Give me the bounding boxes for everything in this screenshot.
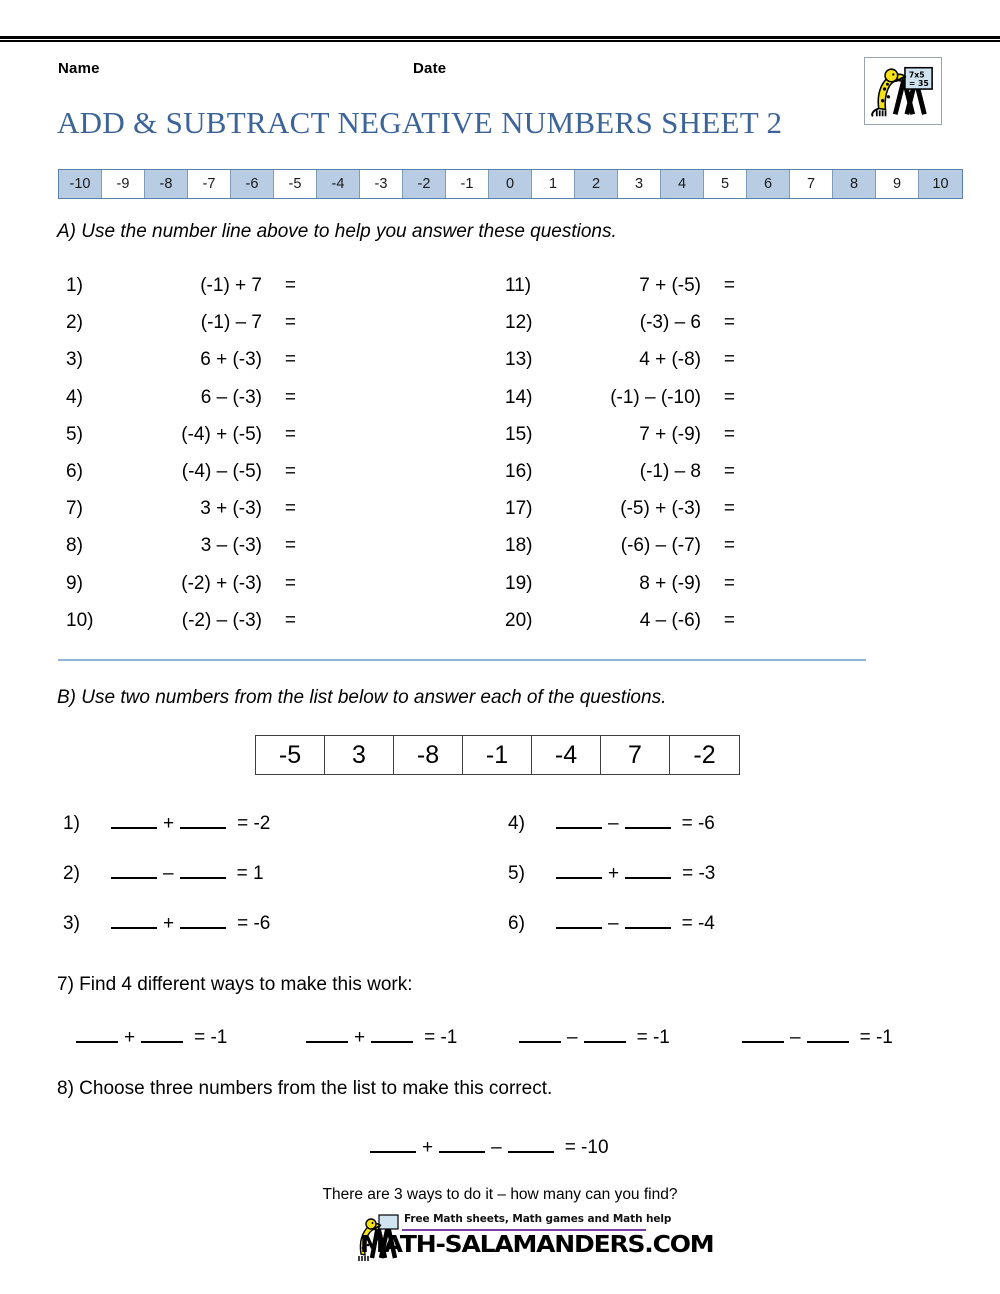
answer-blank[interactable] xyxy=(306,1024,348,1043)
blank-equation-row xyxy=(508,910,715,935)
question-number: 14) xyxy=(505,386,533,408)
question-row xyxy=(66,497,296,521)
question-expression: 4 – (-6) xyxy=(639,609,701,631)
question-number: 4) xyxy=(508,813,525,834)
footer-domain: MATH-SALAMANDERS.COM xyxy=(360,1231,714,1258)
blank-equation-row xyxy=(508,810,715,835)
answer-blank[interactable] xyxy=(111,860,157,879)
question-row xyxy=(66,460,296,484)
number-choice--5: -5 xyxy=(256,736,325,774)
question-expression: (-2) – (-3) xyxy=(181,609,262,631)
question-expression: 8 + (-9) xyxy=(639,572,701,594)
blank-equation-row xyxy=(63,910,270,935)
question-number: 8) xyxy=(66,535,83,557)
question-number: 3) xyxy=(66,349,83,371)
answer-blank[interactable] xyxy=(519,1024,561,1043)
equals-sign: = xyxy=(284,275,296,296)
number-line-cell--6: -6 xyxy=(231,170,274,198)
question-number: 6) xyxy=(66,461,83,482)
equals-sign: = xyxy=(284,572,296,594)
question-expression: 7 + (-5) xyxy=(639,275,701,296)
question-8-result: = -10 xyxy=(564,1137,609,1158)
answer-blank[interactable] xyxy=(625,910,671,929)
number-line-cell-4: 4 xyxy=(661,170,704,198)
question-7-blank-equation xyxy=(72,1024,227,1049)
equals-sign: = xyxy=(723,386,735,408)
equals-sign: = xyxy=(284,535,296,557)
equals-sign: = xyxy=(723,349,735,371)
answer-blank[interactable] xyxy=(141,1024,183,1043)
question-7-blank-equation xyxy=(515,1024,670,1049)
number-line-cell-1: 1 xyxy=(532,170,575,198)
equals-sign: = xyxy=(723,498,735,520)
number-choice--1: -1 xyxy=(463,736,532,774)
answer-blank[interactable] xyxy=(180,860,226,879)
question-row xyxy=(66,423,296,447)
question-number: 2) xyxy=(66,312,83,334)
question-number: 18) xyxy=(505,535,533,557)
answer-blank[interactable] xyxy=(371,1024,413,1043)
question-number: 13) xyxy=(505,349,533,371)
question-row xyxy=(505,609,735,633)
equals-sign: = xyxy=(723,423,735,445)
question-row xyxy=(505,311,735,335)
number-line-cell--2: -2 xyxy=(403,170,446,198)
question-number: 7) xyxy=(66,498,83,520)
operator: + xyxy=(354,1027,366,1048)
number-line-cell--5: -5 xyxy=(274,170,317,198)
question-row xyxy=(505,348,735,372)
question-row xyxy=(66,386,296,410)
equation-result: = -6 xyxy=(681,813,715,834)
answer-blank[interactable] xyxy=(76,1024,118,1043)
question-row xyxy=(66,274,296,298)
equals-sign: = xyxy=(284,312,296,334)
question-expression: 3 – (-3) xyxy=(200,535,262,557)
question-row xyxy=(505,497,735,521)
question-expression: (-6) – (-7) xyxy=(620,535,701,557)
question-row xyxy=(66,609,296,633)
equals-sign: = xyxy=(284,609,296,631)
number-line xyxy=(58,169,963,199)
answer-blank[interactable] xyxy=(807,1024,849,1043)
answer-blank[interactable] xyxy=(508,1134,554,1153)
question-number: 16) xyxy=(505,461,533,482)
equation-result: = -6 xyxy=(237,913,271,934)
equation-result: = -1 xyxy=(636,1027,670,1048)
question-number: 5) xyxy=(66,423,83,445)
number-choice-3: 3 xyxy=(325,736,394,774)
question-expression: 7 + (-9) xyxy=(639,423,701,445)
question-row xyxy=(66,534,296,558)
question-expression: 6 + (-3) xyxy=(200,349,262,371)
question-number: 15) xyxy=(505,423,533,445)
question-number: 9) xyxy=(66,572,83,594)
answer-blank[interactable] xyxy=(180,810,226,829)
equals-sign: = xyxy=(723,312,735,334)
name-label: Name xyxy=(58,60,100,77)
question-number: 4) xyxy=(66,386,83,408)
number-line-cell--7: -7 xyxy=(188,170,231,198)
date-label: Date xyxy=(413,60,447,77)
operator: + xyxy=(608,863,620,884)
question-number: 20) xyxy=(505,609,533,631)
question-row xyxy=(66,572,296,596)
number-choice-list xyxy=(255,735,740,775)
question-row xyxy=(66,348,296,372)
answer-blank[interactable] xyxy=(625,810,671,829)
answer-blank[interactable] xyxy=(370,1134,416,1153)
equation-result: = -3 xyxy=(682,863,716,884)
question-number: 19) xyxy=(505,572,533,594)
question-row xyxy=(505,572,735,596)
question-row xyxy=(505,534,735,558)
question-expression: (-1) – (-10) xyxy=(610,386,701,408)
answer-blank[interactable] xyxy=(111,910,157,929)
operator: – xyxy=(608,813,619,834)
answer-blank[interactable] xyxy=(439,1134,485,1153)
answer-blank[interactable] xyxy=(625,860,671,879)
question-number: 11) xyxy=(505,275,532,296)
equals-sign: = xyxy=(723,609,735,631)
question-number: 5) xyxy=(508,863,525,884)
question-number: 12) xyxy=(505,312,533,334)
salamander-logo-svg xyxy=(865,58,941,124)
number-choice-7: 7 xyxy=(601,736,670,774)
number-choice--2: -2 xyxy=(693,741,716,769)
question-expression: 4 + (-8) xyxy=(639,349,701,371)
equation-result: = -2 xyxy=(237,813,271,834)
number-choice--4: -4 xyxy=(532,736,601,774)
question-8-operator-1: + xyxy=(422,1137,434,1158)
question-8-operator-2: – xyxy=(491,1137,502,1158)
salamander-whiteboard-logo-icon xyxy=(864,57,942,125)
equals-sign: = xyxy=(284,498,296,520)
page-top-rule xyxy=(0,36,1000,42)
equals-sign: = xyxy=(284,461,296,482)
number-line-cell-3: 3 xyxy=(618,170,661,198)
number-line-cell-8: 8 xyxy=(833,170,876,198)
equals-sign: = xyxy=(723,461,735,482)
question-8-equation xyxy=(366,1134,609,1159)
question-number: 17) xyxy=(505,498,533,520)
question-expression: (-4) – (-5) xyxy=(181,461,262,482)
equation-result: = 1 xyxy=(236,863,264,884)
answer-blank[interactable] xyxy=(556,910,602,929)
equals-sign: = xyxy=(723,535,735,557)
site-footer-logo xyxy=(352,1212,714,1264)
question-8-note: There are 3 ways to do it – how many can you find? xyxy=(322,1186,678,1203)
number-line-cell--1: -1 xyxy=(446,170,489,198)
answer-blank[interactable] xyxy=(111,810,157,829)
number-line-cell--3: -3 xyxy=(360,170,403,198)
number-line-cell--10: -10 xyxy=(59,170,102,198)
operator: + xyxy=(124,1027,136,1048)
equation-result: = -1 xyxy=(859,1027,893,1048)
question-row xyxy=(66,311,296,335)
blank-equation-row xyxy=(508,860,715,885)
question-expression: (-1) + 7 xyxy=(200,275,262,296)
question-expression: (-1) – 7 xyxy=(200,312,262,334)
question-expression: (-5) + (-3) xyxy=(620,498,701,520)
number-line-cell-7: 7 xyxy=(790,170,833,198)
question-7-blank-equation xyxy=(302,1024,457,1049)
question-7-blank-equation xyxy=(738,1024,893,1049)
answer-blank[interactable] xyxy=(742,1024,784,1043)
section-divider xyxy=(58,659,866,661)
question-number: 6) xyxy=(508,913,525,934)
answer-blank[interactable] xyxy=(584,1024,626,1043)
question-expression: (-1) – 8 xyxy=(639,461,701,482)
equation-result: = -1 xyxy=(194,1027,228,1048)
equation-result: = -4 xyxy=(681,913,715,934)
number-line-cell--4: -4 xyxy=(317,170,360,198)
question-expression: (-3) – 6 xyxy=(639,312,701,334)
svg-text:= 35: = 35 xyxy=(908,79,929,89)
blank-equation-row xyxy=(63,860,264,885)
operator: + xyxy=(163,913,175,934)
number-line-cell-2: 2 xyxy=(575,170,618,198)
equation-result: = -1 xyxy=(424,1027,458,1048)
section-a-heading: A) Use the number line above to help you answer these questions. xyxy=(57,221,617,242)
question-number: 2) xyxy=(63,863,80,884)
operator: – xyxy=(163,863,174,884)
number-line-cell--8: -8 xyxy=(145,170,188,198)
question-8-prompt: 8) Choose three numbers from the list to make this correct. xyxy=(57,1078,553,1099)
question-expression: 3 + (-3) xyxy=(200,498,262,520)
answer-blank[interactable] xyxy=(556,810,602,829)
svg-text:7x5: 7x5 xyxy=(908,70,925,80)
number-line-cell-10: 10 xyxy=(919,170,962,198)
question-number: 1) xyxy=(63,813,80,834)
equals-sign: = xyxy=(723,275,735,296)
operator: – xyxy=(790,1027,801,1048)
question-expression: (-2) + (-3) xyxy=(181,572,262,594)
question-row xyxy=(505,274,735,298)
operator: – xyxy=(567,1027,578,1048)
footer-tagline: Free Math sheets, Math games and Math help xyxy=(404,1213,672,1225)
question-expression: (-4) + (-5) xyxy=(181,423,262,445)
question-number: 10) xyxy=(66,609,94,631)
question-row xyxy=(505,460,735,484)
answer-blank[interactable] xyxy=(180,910,226,929)
question-expression: 6 – (-3) xyxy=(200,386,262,408)
question-row xyxy=(505,386,735,410)
operator: – xyxy=(608,913,619,934)
number-line-cell-9: 9 xyxy=(876,170,919,198)
question-row xyxy=(505,423,735,447)
number-line-cell-0: 0 xyxy=(489,170,532,198)
number-choice--8: -8 xyxy=(394,736,463,774)
number-line-cell--9: -9 xyxy=(102,170,145,198)
equals-sign: = xyxy=(723,572,735,594)
number-line-cell-5: 5 xyxy=(704,170,747,198)
equals-sign: = xyxy=(284,423,296,445)
blank-equation-row xyxy=(63,810,270,835)
answer-blank[interactable] xyxy=(556,860,602,879)
equals-sign: = xyxy=(284,386,296,408)
question-number: 1) xyxy=(66,275,83,296)
page-title: ADD & SUBTRACT NEGATIVE NUMBERS SHEET 2 xyxy=(57,105,783,140)
question-7-prompt: 7) Find 4 different ways to make this work: xyxy=(57,974,413,995)
operator: + xyxy=(163,813,175,834)
equals-sign: = xyxy=(284,349,296,371)
number-line-cell-6: 6 xyxy=(747,170,790,198)
section-b-heading: B) Use two numbers from the list below to answer each of the questions. xyxy=(57,687,667,708)
question-number: 3) xyxy=(63,913,80,934)
